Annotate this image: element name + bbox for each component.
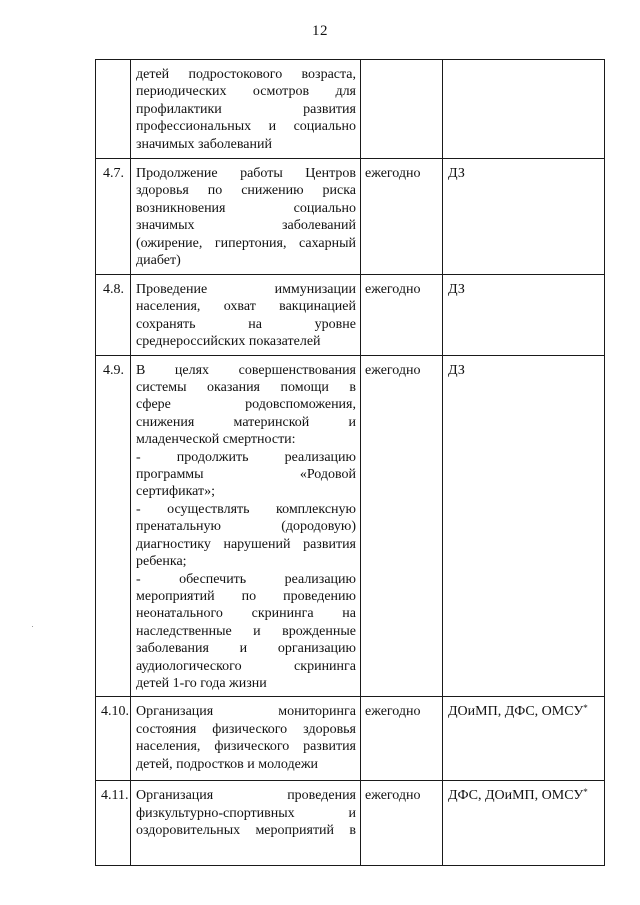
row-number: 4.8. <box>96 275 131 356</box>
description-line: детей подростокового возраста, <box>136 67 356 82</box>
measure-term: ежегодно <box>361 159 443 275</box>
description-line: значимых заболеваний <box>136 218 356 234</box>
description-line: мероприятий по проведению <box>136 588 356 604</box>
measure-description <box>131 781 361 866</box>
table-row <box>96 60 605 159</box>
page-number: 12 <box>312 23 328 39</box>
description-line: профилактики развития <box>136 101 356 117</box>
description-line: - продолжить реализацию <box>136 449 356 465</box>
description-line: профессиональных и социально <box>136 119 356 135</box>
description-line: диагностику нарушений развития <box>136 536 356 552</box>
table-row <box>96 697 605 781</box>
row-number: 4.9. <box>96 355 131 697</box>
description-line: неонатального скрининга на <box>136 606 356 622</box>
executor-text: ДОиМП, ДФС, ОМСУ <box>448 704 584 720</box>
measure-description <box>131 159 361 275</box>
description-line: В целях совершенствования <box>136 362 356 378</box>
executor-text: ДЗ <box>448 282 465 297</box>
description-line: младенческой смертности: <box>136 432 296 448</box>
row-number: 4.7. <box>96 159 131 275</box>
measure-executor <box>443 355 605 697</box>
measures-table <box>95 59 605 866</box>
measure-description <box>131 355 361 697</box>
description-line: детей, подростков и молодежи <box>136 756 319 772</box>
description-line: аудиологического скрининга <box>136 658 356 674</box>
description-line: - осуществлять комплексную <box>136 501 356 517</box>
measure-term <box>361 60 443 159</box>
description-line: состояния физического здоровья <box>136 721 356 737</box>
description-line: Организация проведения <box>136 788 356 804</box>
description-line: оздоровительных мероприятий в <box>136 823 356 839</box>
description-line: программы «Родовой <box>136 467 356 483</box>
description-line: населения, физического развития <box>136 739 356 755</box>
description-line: значимых заболеваний <box>136 136 272 152</box>
description-line: (ожирение, гипертония, сахарный <box>136 235 356 251</box>
description-line: заболевания и организацию <box>136 641 356 657</box>
description-line: снижения материнской и <box>136 414 356 430</box>
measure-executor <box>443 275 605 356</box>
description-line: Организация мониторинга <box>136 704 356 720</box>
description-line: периодических осмотров для <box>136 84 356 100</box>
description-line: системы оказания помощи в <box>136 380 356 396</box>
row-number: 4.11. <box>96 781 131 866</box>
description-line: сохранять на уровне <box>136 316 356 332</box>
measure-executor <box>443 781 605 866</box>
description-line: физкультурно-спортивных и <box>136 805 356 821</box>
executor-text: ДЗ <box>448 166 465 181</box>
description-line: диабет) <box>136 253 181 269</box>
table-row <box>96 781 605 866</box>
row-number <box>96 60 131 159</box>
description-line: Продолжение работы Центров <box>136 166 356 181</box>
table-row <box>96 159 605 275</box>
description-line: возникновения социально <box>136 200 356 216</box>
measure-executor <box>443 60 605 159</box>
description-line: среднероссийских показателей <box>136 334 321 350</box>
executor-text: ДЗ <box>448 362 465 378</box>
footnote-mark: * <box>583 703 588 714</box>
measure-term: ежегодно <box>361 275 443 356</box>
measure-executor <box>443 697 605 781</box>
description-line: здоровья по снижению риска <box>136 183 356 199</box>
table-row <box>96 275 605 356</box>
measure-term: ежегодно <box>361 355 443 697</box>
description-line: Проведение иммунизации <box>136 282 356 297</box>
description-line: сертификат»; <box>136 484 216 500</box>
executor-text: ДФС, ДОиМП, ОМСУ <box>448 788 584 804</box>
measure-term: ежегодно <box>361 697 443 781</box>
description-line: наследственные и врожденные <box>136 623 356 639</box>
measure-term: ежегодно <box>361 781 443 866</box>
footnote-mark: * <box>583 787 588 798</box>
row-number: 4.10. <box>96 697 131 781</box>
measure-description <box>131 60 361 159</box>
description-line: - обеспечить реализацию <box>136 571 356 587</box>
table-row <box>96 355 605 697</box>
description-line: детей 1-го года жизни <box>136 675 267 691</box>
description-line: сфере родовспоможения, <box>136 397 356 413</box>
measures-table-body <box>96 60 605 866</box>
measure-executor <box>443 159 605 275</box>
measure-description <box>131 275 361 356</box>
measure-description <box>131 697 361 781</box>
description-line: пренатальную (дородовую) <box>136 519 356 535</box>
description-line: населения, охват вакцинацией <box>136 299 356 315</box>
description-line: ребенка; <box>136 554 187 570</box>
scan-artifact <box>32 626 33 627</box>
